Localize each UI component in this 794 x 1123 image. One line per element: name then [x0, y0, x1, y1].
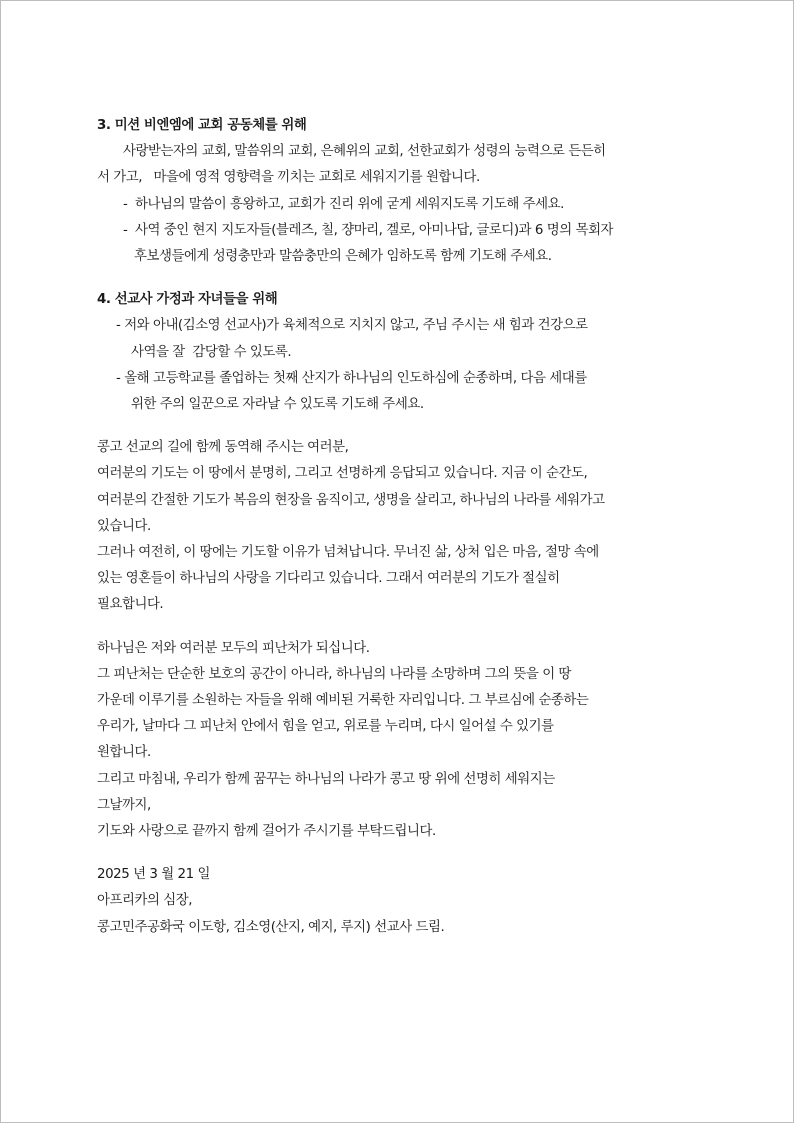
paragraph-line: 우리가, 날마다 그 피난처 안에서 힘을 얻고, 위로를 누리며, 다시 일어설 수 있기를	[97, 719, 554, 735]
paragraph-line: 기도와 사랑으로 끝까지 함께 걸어가 주시기를 부탁드립니다.	[97, 824, 436, 840]
section-3-bullet: - 사역 중인 현지 지도자들(블레즈, 칠, 쟝마리, 겔로, 아미나답, 글로디)과 6 명의 목회자	[123, 222, 614, 238]
section-3-heading: 3. 미션 비엔엠에 교회 공동체를 위해	[97, 118, 307, 133]
paragraph-line: 하나님은 저와 여러분 모두의 피난처가 되십니다.	[97, 640, 370, 656]
letter-body	[97, 113, 709, 941]
section-4-bullet-continuation: 사역을 잘 감당할 수 있도록.	[131, 344, 292, 360]
paragraph-line: 있는 영혼들이 하나님의 사랑을 기다리고 있습니다. 그래서 여러분의 기도가 절실히	[97, 571, 560, 587]
letter-date: 2025 년 3 월 21 일	[97, 867, 210, 883]
section-3-bullet-continuation: 후보생들에게 성령충만과 말씀충만의 은혜가 임하도록 함께 기도해 주세요.	[134, 249, 552, 265]
section-3-text: 서 가고, 마을에 영적 영향력을 끼치는 교회로 세워지기를 원합니다.	[97, 170, 480, 186]
paragraph-line: 그날까지,	[97, 797, 151, 813]
letter-signature: 콩고민주공화국 이도항, 김소영(산지, 예지, 루지) 선교사 드림.	[97, 919, 445, 935]
section-4-heading: 4. 선교사 가정과 자녀들을 위해	[97, 292, 278, 308]
section-4-bullet: - 저와 아내(김소영 선교사)가 육체적으로 지치지 않고, 주님 주시는 새 힘과 건강으로	[116, 318, 588, 334]
letter-place: 아프리카의 심장,	[97, 893, 193, 909]
paragraph-line: 필요합니다.	[97, 597, 164, 613]
section-4-bullet-continuation: 위한 주의 일꾼으로 자라날 수 있도록 기도해 주세요.	[131, 397, 424, 413]
paragraph-line: 있습니다.	[97, 518, 151, 534]
paragraph-line: 가운데 이루기를 소원하는 자들을 위해 예비된 거룩한 자리입니다. 그 부르심에 순종하는	[97, 693, 589, 709]
section-4-bullet: - 올해 고등학교를 졸업하는 첫째 산지가 하나님의 인도하심에 순종하며, 다음 세대를	[116, 370, 587, 386]
paragraph-line: 그 피난처는 단순한 보호의 공간이 아니라, 하나님의 나라를 소망하며 그의 뜻을 이 땅	[97, 666, 571, 682]
paragraph-line: 그리고 마침내, 우리가 함께 꿈꾸는 하나님의 나라가 콩고 땅 위에 선명히 세워지는	[97, 771, 555, 787]
paragraph-line: 콩고 선교의 길에 함께 동역해 주시는 여러분,	[97, 440, 349, 456]
paragraph-line: 원합니다.	[97, 745, 151, 761]
section-3-text: 사랑받는자의 교회, 말씀위의 교회, 은혜위의 교회, 선한교회가 성령의 능력으로 든든히	[123, 144, 606, 160]
paragraph-line: 그러나 여전히, 이 땅에는 기도할 이유가 넘쳐납니다. 무너진 삶, 상처 입은 마음, 절망 속에	[97, 545, 599, 561]
section-3-bullet: - 하나님의 말씀이 흥왕하고, 교회가 진리 위에 굳게 세워지도록 기도해 주세요.	[123, 196, 564, 212]
paragraph-line: 여러분의 기도는 이 땅에서 분명히, 그리고 선명하게 응답되고 있습니다. 지금 이 순간도,	[97, 466, 588, 482]
paragraph-line: 여러분의 간절한 기도가 복음의 현장을 움직이고, 생명을 살리고, 하나님의 나라를 세워가고	[97, 492, 605, 508]
